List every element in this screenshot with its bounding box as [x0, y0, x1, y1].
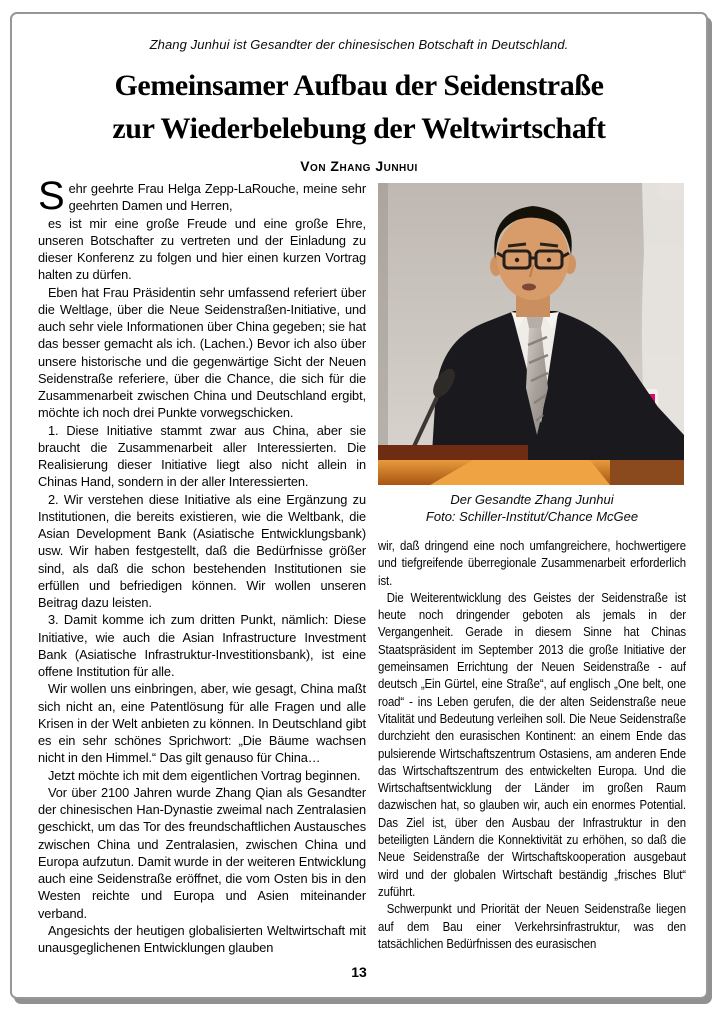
eye-right	[547, 258, 551, 262]
magazine-page	[10, 12, 708, 999]
mouth	[522, 284, 536, 291]
paragraph: Vor über 2100 Jahren wurde Zhang Qian als Gesandter der chinesischen Han-Dynastie zweimal nach Zentralasien geschickt, um das Tor des freundschaftlichen Austausches zwischen China und Zentralasien, zwischen China und Europa aufzutun. Damit wurde in der weiteren Entwicklung auch eine Seidenstraße eröffnet, die vom Osten bis in den Westen reichte und Europa und Asien miteinander verband.	[38, 784, 366, 921]
paragraph: Eben hat Frau Präsidentin sehr umfassend referiert über die Weltlage, über die Neue Seidenstraßen-Initiative, und auch sehr viele Informationen über China gegeben; sie hat das besser gemacht als ich. (Lachen.) Bevor ich also über unsere historische und die gegenwärtige Sicht der Neuen Seidenstraße referiere, über die Chance, die sich für die Zusammenarbeit zwischen China und Deutschland ergibt, möchte ich noch drei Punkte vorwegschicken.	[38, 284, 366, 421]
speaker-photo	[378, 183, 684, 485]
paragraph: Die Weiterentwicklung des Geistes der Seidenstraße ist heute noch dringender geboten als jemals in der Vergangenheit. Gerade in diesem Sinne hat Chinas Staatspräsident im September 2013 die große Initiative der gemeinsamen Errichtung der Neuen Seidenstraße - auf deutsch „Ein Gürtel, eine Straße“, auf englisch „One belt, one road“ - ins Leben gerufen, die der alten Seidenstraße neue Vitalität und Bedeutung verleihen soll. Die Neue Seidenstraße durchzieht den eurasischen Kontinent: an einem Ende das pulsierende Wirtschaftszentrum Ostasiens, am anderen Ende das Wirtschaftszentrum des entwickelten Europa. Und die Wirtschaftsentwicklung der Länder im großen Raum dazwischen hat, so glauben wir, auch ein enormes Potential. Das Ziel ist, über den Ausbau der Infrastruktur in den beteiligten Ländern die Konnektivität zu erhöhen, so daß die Neue Seidenstraße der Wirtschaftskooperation ausgebaut wird und der globalen Wirtschaft beständig „frisches Blut“ zuführt.	[378, 589, 686, 899]
speaker-photo-illustration	[378, 183, 684, 485]
drop-cap: S	[38, 180, 65, 218]
paragraph: 2. Wir verstehen diese Initiative als eine Ergänzung zu Institutionen, die bereits existieren, wie die Weltbank, die Asian Development Bank (Asiatische Entwicklungsbank) usw. Wir haben festgestellt, daß die Bedürfnisse größer sind, als daß die schon bestehenden Institutionen sie erfüllen und befriedigen können. Wir wollen unseren Beitrag dazu leisten.	[38, 491, 366, 610]
paragraph: Angesichts der heutigen globalisierten Weltwirtschaft mit unausgeglichenen Entwicklungen glauben	[38, 922, 366, 955]
dateline: Zhang Junhui ist Gesandter der chinesischen Botschaft in Deutschland.	[149, 37, 569, 52]
article-columns	[38, 180, 686, 982]
podium-board	[378, 445, 528, 462]
opening-paragraph	[38, 180, 366, 218]
eye-left	[515, 258, 519, 262]
title-line-2: zur Wiederbelebung der Weltwirtschaft	[112, 112, 606, 145]
paragraph: Wir wollen uns einbringen, aber, wie gesagt, China maßt sich nicht an, eine Patentlösung für alle Fragen und alle Krisen in der Welt anbieten zu können. In Deutschland gibt es ein sehr schönes Sprichwort: „Die Bäume wachsen nicht in den Himmel.“ Das gilt genauso für China…	[38, 681, 366, 766]
opening-paragraph-text: ehr geehrte Frau Helga Zepp-LaRouche, meine sehr geehrten Damen und Herren,	[68, 181, 366, 214]
photo-left-shade	[378, 183, 388, 485]
paragraph: 1. Diese Initiative stammt zwar aus China, aber sie braucht die Zusammenarbeit aller Interessierten. Die Realisierung dieser Initiative liegt also nicht allein in Chinas Hand, sondern in der aller Interessierten.	[38, 422, 366, 490]
page-number: 13	[351, 964, 367, 980]
paragraph: es ist mir eine große Freude und eine große Ehre, unseren Botschafter zu vertreten und der Einladung zu dieser Konferenz zu folgen und hier einen kurzen Vortrag halten zu dürfen.	[38, 215, 366, 283]
podium-shadow	[610, 460, 684, 485]
paragraph: Schwerpunkt und Priorität der Neuen Seidenstraße liegen auf dem Bau einer Verkehrsinfrastruktur, was den tatsächlichen Bedürfnissen des eurasischen	[378, 901, 686, 951]
left-column	[38, 180, 366, 982]
photo-caption	[378, 492, 686, 525]
title-line-1: Gemeinsamer Aufbau der Seidenstraße	[114, 69, 604, 102]
photo-figure	[378, 183, 686, 525]
right-column-text	[378, 537, 686, 952]
caption-line-2: Foto: Schiller-Institut/Chance McGee	[425, 508, 639, 524]
paragraph: Jetzt möchte ich mit dem eigentlichen Vortrag beginnen.	[48, 767, 361, 783]
paragraph: 3. Damit komme ich zum dritten Punkt, nämlich: Diese Initiative, wie auch die Asian Infrastructure Investment Bank (Asiatische Infrastruktur-Investitionsbank), ist eine offene Institution für alle.	[38, 612, 366, 679]
byline: Von Zhang Junhui	[300, 158, 418, 174]
article-title	[22, 64, 696, 150]
paragraph: wir, daß dringend eine noch umfangreichere, hochwertigere und tiefgreifende überregionale Zusammenarbeit erforderlich ist.	[378, 538, 686, 588]
caption-line-1: Der Gesandte Zhang Junhui	[450, 492, 614, 507]
right-column	[378, 180, 686, 982]
